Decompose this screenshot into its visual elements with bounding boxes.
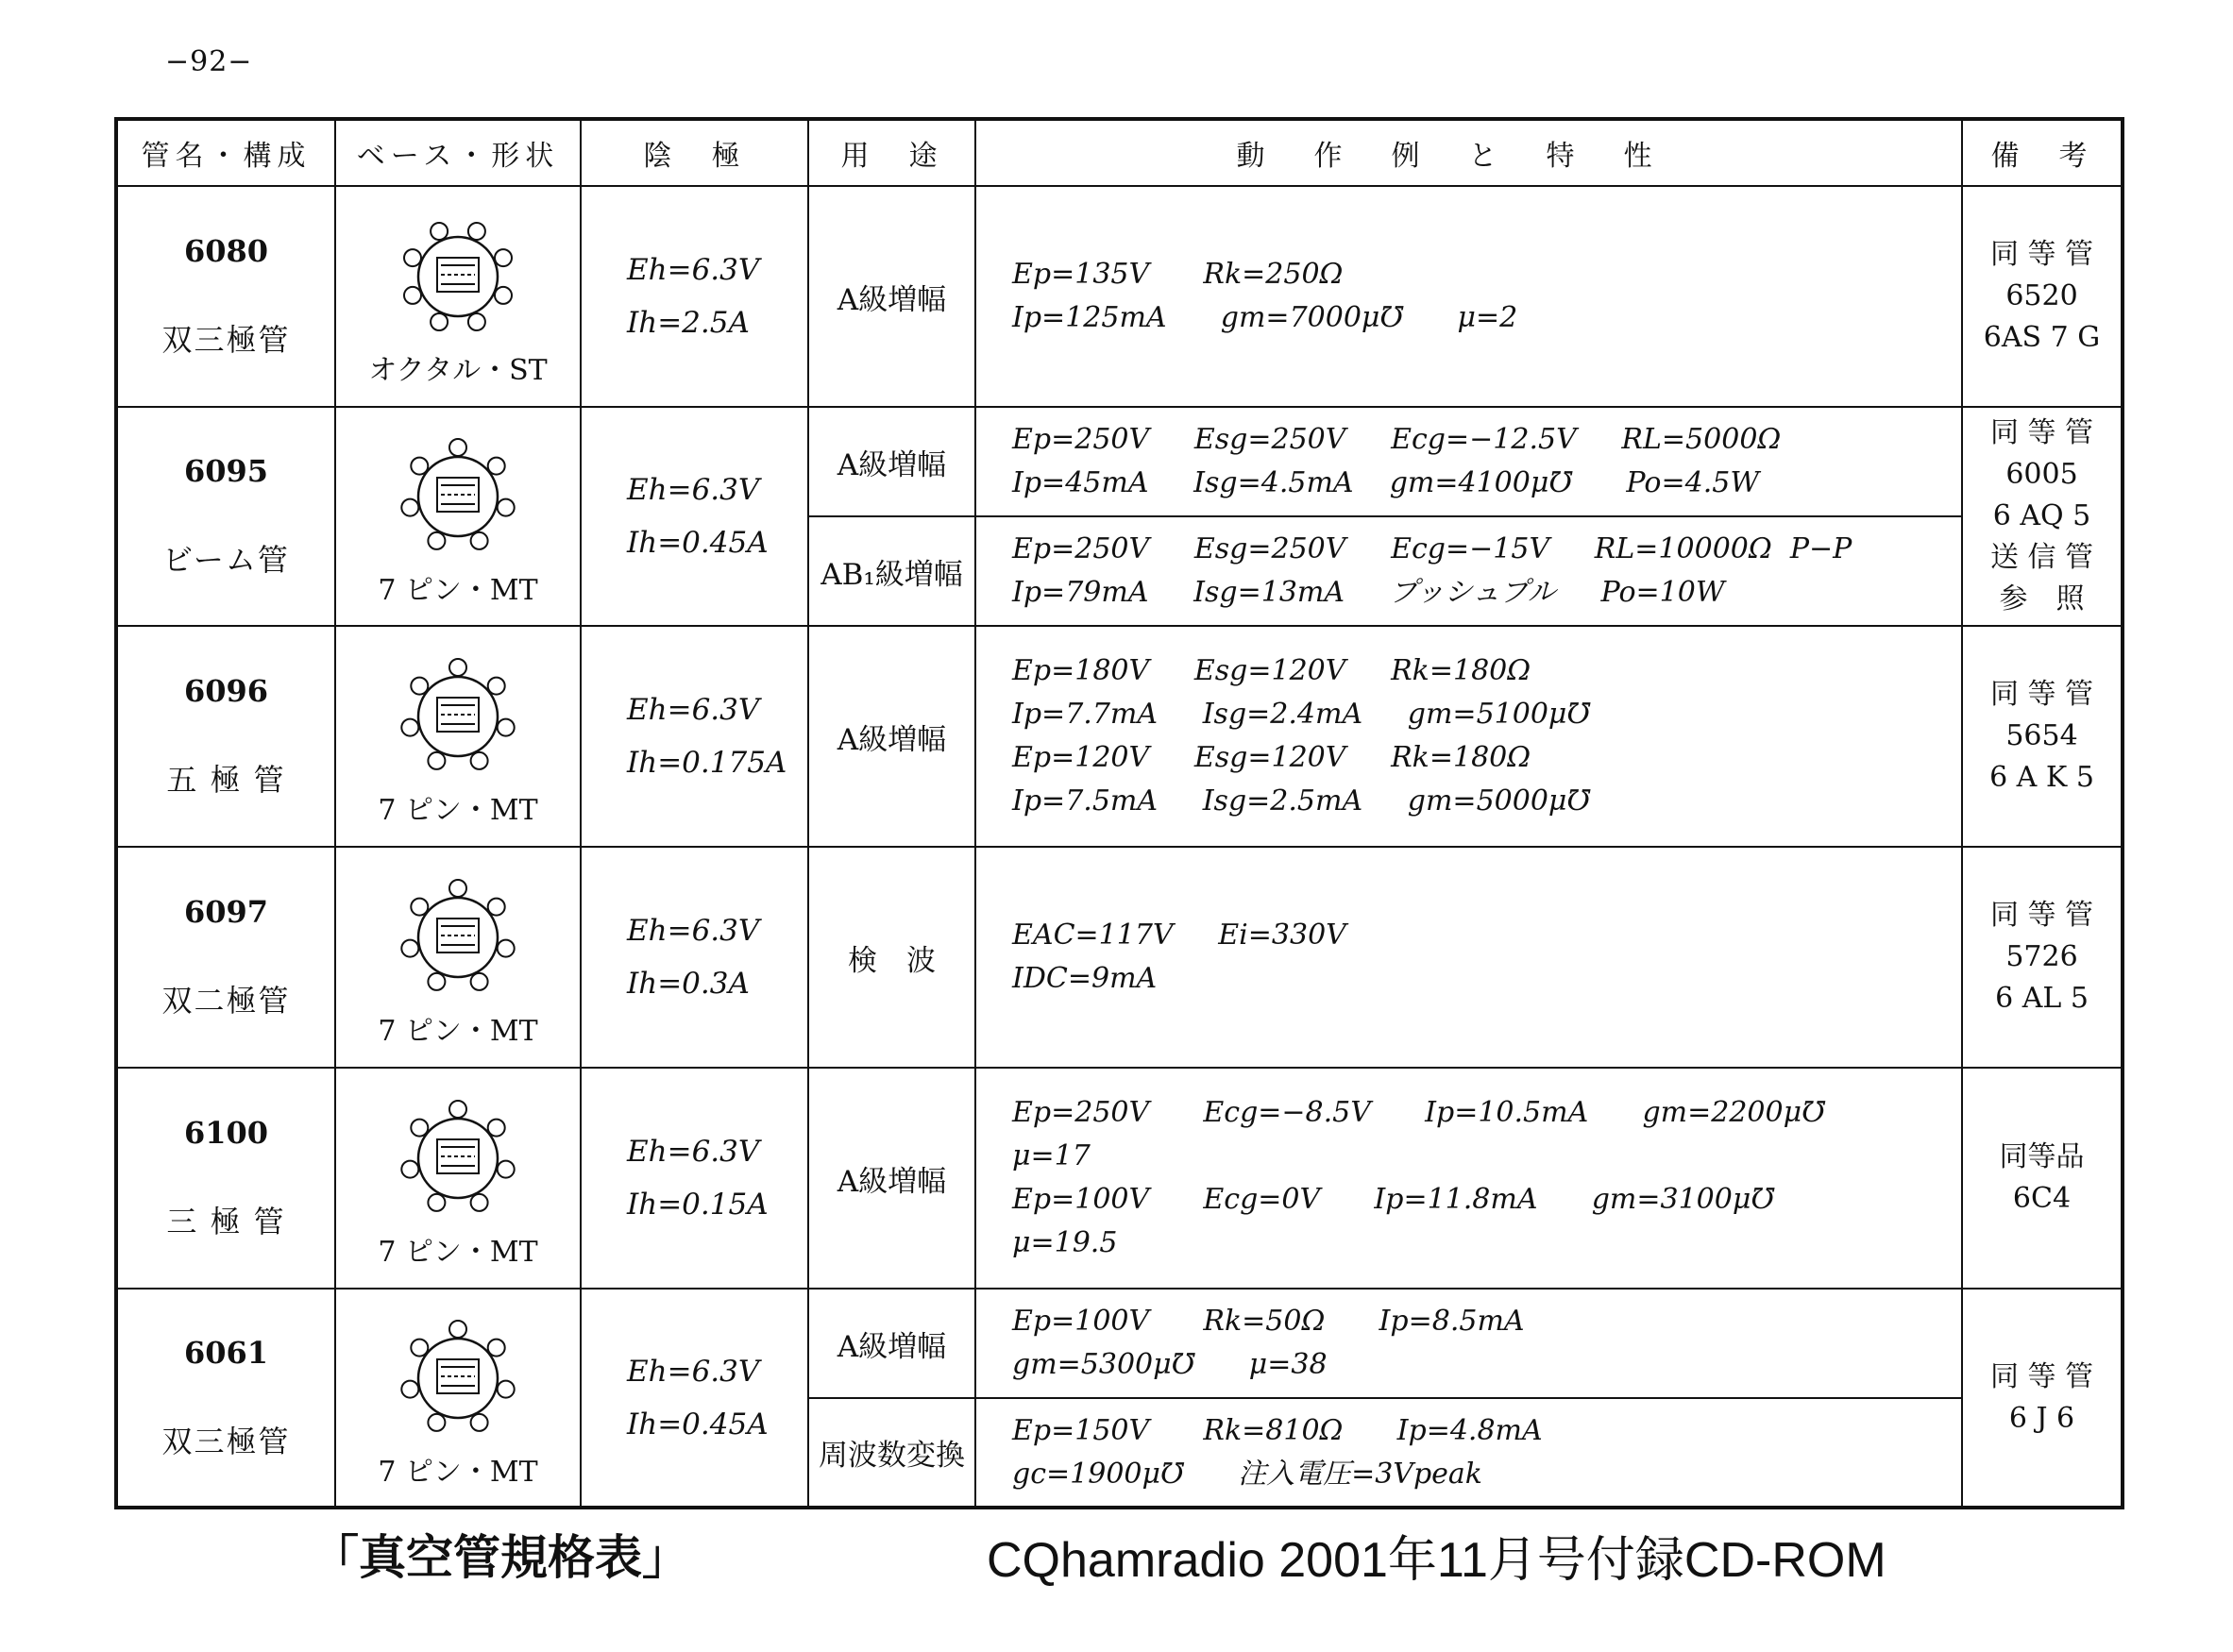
table-row [116, 186, 2123, 407]
cathode-value: Eh=6.3V [627, 693, 760, 727]
operation-line: μ=17 [1012, 1139, 1091, 1172]
tube-kind: 双二極管 [161, 983, 291, 1019]
remark-line: 6 A K 5 [1989, 761, 2094, 794]
tube-kind: ビーム管 [162, 542, 290, 578]
operation-line: IDC=9mA [1012, 962, 1158, 995]
remarks-cell [1962, 1289, 2123, 1508]
base-shape: 7 ピン・MT [378, 794, 538, 827]
tube-kind: 双三極管 [161, 1423, 291, 1459]
mt7-base-diagram-icon [392, 650, 524, 783]
tube-kind: 三 極 管 [166, 1204, 286, 1239]
operation-cell [975, 407, 1962, 516]
remarks-cell [1962, 626, 2123, 847]
cathode-value: Ih=0.45A [627, 1407, 769, 1441]
operation-line: Ip=79mA Isg=13mA プッシュプル Po=10W [1012, 576, 1725, 609]
tube-name-cell [116, 1068, 335, 1289]
remarks-cell [1962, 407, 2123, 626]
tube-number: 6095 [183, 453, 269, 489]
use-label: A級増幅 [808, 407, 975, 516]
remark-line: 6520 [2005, 279, 2078, 312]
remark-line: 6C4 [2012, 1182, 2072, 1215]
table-row [116, 847, 2123, 1068]
operation-line: Ep=250V Esg=250V Ecg=−15V RL=10000Ω P−P [1012, 532, 1852, 565]
tube-kind: 双三極管 [161, 322, 291, 358]
remark-line: 同 等 管 [1989, 899, 2094, 932]
header-row [116, 119, 2123, 186]
tube-number: 6100 [183, 1115, 269, 1151]
cathode-value: Eh=6.3V [627, 253, 760, 287]
base-cell [335, 626, 581, 847]
page-number: −92− [165, 45, 253, 78]
mt7-base-diagram-icon [392, 430, 524, 563]
cathode-value: Eh=6.3V [627, 1135, 760, 1169]
use-label: A級増幅 [808, 1068, 975, 1289]
base-shape: 7 ピン・MT [378, 1455, 538, 1489]
operation-line: Ep=180V Esg=120V Rk=180Ω [1012, 654, 1531, 687]
cathode-cell [581, 407, 808, 626]
operation-cell [975, 847, 1962, 1068]
remark-line: 6 J 6 [2008, 1401, 2075, 1435]
operation-line: Ep=100V Rk=50Ω Ip=8.5mA [1012, 1305, 1525, 1338]
cathode-cell [581, 626, 808, 847]
tube-kind: 五 極 管 [166, 762, 286, 798]
mt7-base-diagram-icon [392, 1092, 524, 1224]
mt7-base-diagram-icon [392, 1312, 524, 1444]
base-shape: 7 ピン・MT [378, 1236, 538, 1269]
remark-line: 同 等 管 [1989, 1359, 2094, 1393]
operation-line: Ep=135V Rk=250Ω [1012, 258, 1344, 291]
base-shape: 7 ピン・MT [378, 574, 538, 607]
header-cathode: 陰 極 [581, 119, 808, 186]
header-operation: 動作例と特性 [975, 119, 1962, 186]
operation-line: Ep=100V Ecg=0V Ip=11.8mA gm=3100μ℧ [1012, 1183, 1775, 1216]
octal-base-diagram-icon [392, 211, 524, 343]
remark-line: 同 等 管 [1989, 416, 2094, 449]
operation-cell [975, 1289, 1962, 1398]
base-cell [335, 1068, 581, 1289]
header-name: 管名・構成 [116, 119, 335, 186]
operation-cell [975, 186, 1962, 407]
cathode-value: Ih=0.175A [627, 746, 787, 780]
use-label: 検 波 [808, 847, 975, 1068]
remark-line: 6005 [2005, 458, 2078, 491]
cathode-cell [581, 847, 808, 1068]
base-cell [335, 186, 581, 407]
header-remarks: 備 考 [1962, 119, 2123, 186]
table-row [116, 626, 2123, 847]
remark-line: 6 AQ 5 [1992, 499, 2091, 532]
base-shape: 7 ピン・MT [378, 1015, 538, 1048]
tube-name-cell [116, 186, 335, 407]
use-label: A級増幅 [808, 186, 975, 407]
base-cell [335, 1289, 581, 1508]
operation-line: Ip=7.5mA Isg=2.5mA gm=5000μ℧ [1012, 784, 1591, 818]
operation-cell [975, 516, 1962, 626]
tube-number: 6080 [183, 233, 269, 269]
header-base: ベース・形状 [335, 119, 581, 186]
tube-number: 6061 [183, 1334, 269, 1371]
table-row [116, 1068, 2123, 1289]
operation-line: Ep=250V Esg=250V Ecg=−12.5V RL=5000Ω [1012, 423, 1782, 456]
tube-number: 6097 [183, 894, 269, 930]
cathode-value: Ih=0.3A [627, 967, 750, 1001]
operation-line: Ip=125mA gm=7000μ℧ μ=2 [1012, 301, 1518, 334]
footer-title: 「真空管規格表」 [312, 1530, 689, 1585]
header-use: 用 途 [808, 119, 975, 186]
operation-line: Ep=120V Esg=120V Rk=180Ω [1012, 741, 1531, 774]
use-label: A級増幅 [808, 626, 975, 847]
operation-line: gm=5300μ℧ μ=38 [1012, 1348, 1328, 1381]
operation-cell [975, 626, 1962, 847]
cathode-value: Ih=0.45A [627, 526, 769, 560]
base-cell [335, 847, 581, 1068]
operation-cell [975, 1068, 1962, 1289]
cathode-cell [581, 1289, 808, 1508]
remark-line: 同 等 管 [1989, 238, 2094, 271]
remarks-cell [1962, 847, 2123, 1068]
operation-line: μ=19.5 [1012, 1226, 1118, 1259]
remark-line: 5726 [2005, 940, 2078, 973]
use-label: A級増幅 [808, 1289, 975, 1398]
use-label: 周波数変換 [808, 1398, 975, 1508]
base-cell [335, 407, 581, 626]
operation-line: Ip=7.7mA Isg=2.4mA gm=5100μ℧ [1012, 698, 1591, 731]
remark-line: 6 AL 5 [1995, 982, 2089, 1015]
cathode-value: Eh=6.3V [627, 1354, 760, 1389]
cathode-value: Eh=6.3V [627, 473, 760, 507]
operation-line: EAC=117V Ei=330V [1012, 919, 1346, 952]
remark-line: 5654 [2005, 719, 2078, 752]
tube-name-cell [116, 847, 335, 1068]
operation-line: Ep=250V Ecg=−8.5V Ip=10.5mA gm=2200μ℧ [1012, 1096, 1825, 1129]
cathode-value: Ih=0.15A [627, 1188, 769, 1222]
cathode-cell [581, 1068, 808, 1289]
tube-name-cell [116, 407, 335, 626]
use-label: AB₁級増幅 [808, 516, 975, 626]
base-shape: オクタル・ST [368, 354, 548, 387]
tube-name-cell [116, 1289, 335, 1508]
operation-line: Ep=150V Rk=810Ω Ip=4.8mA [1012, 1413, 1543, 1447]
table-row [116, 1289, 2123, 1398]
operation-line: Ip=45mA Isg=4.5mA gm=4100μ℧ Po=4.5W [1012, 466, 1760, 499]
remarks-cell [1962, 1068, 2123, 1289]
cathode-cell [581, 186, 808, 407]
tube-number: 6096 [183, 673, 269, 709]
tube-name-cell [116, 626, 335, 847]
table-row [116, 407, 2123, 516]
tube-spec-table [114, 117, 2124, 1509]
remark-line: 同等品 [1999, 1140, 2085, 1173]
remark-line: 同 等 管 [1989, 678, 2094, 711]
remark-line: 参 照 [1999, 582, 2085, 615]
operation-line: gc=1900μ℧ 注入電圧=3Vpeak [1012, 1457, 1482, 1491]
cathode-value: Eh=6.3V [627, 914, 760, 948]
operation-cell [975, 1398, 1962, 1508]
remark-line: 送 信 管 [1989, 541, 2094, 574]
footer-source: CQhamradio 2001年11月号付録CD-ROM [987, 1533, 1886, 1588]
cathode-value: Ih=2.5A [627, 306, 750, 340]
remarks-cell [1962, 186, 2123, 407]
mt7-base-diagram-icon [392, 871, 524, 1003]
remark-line: 6AS 7 G [1983, 321, 2101, 354]
